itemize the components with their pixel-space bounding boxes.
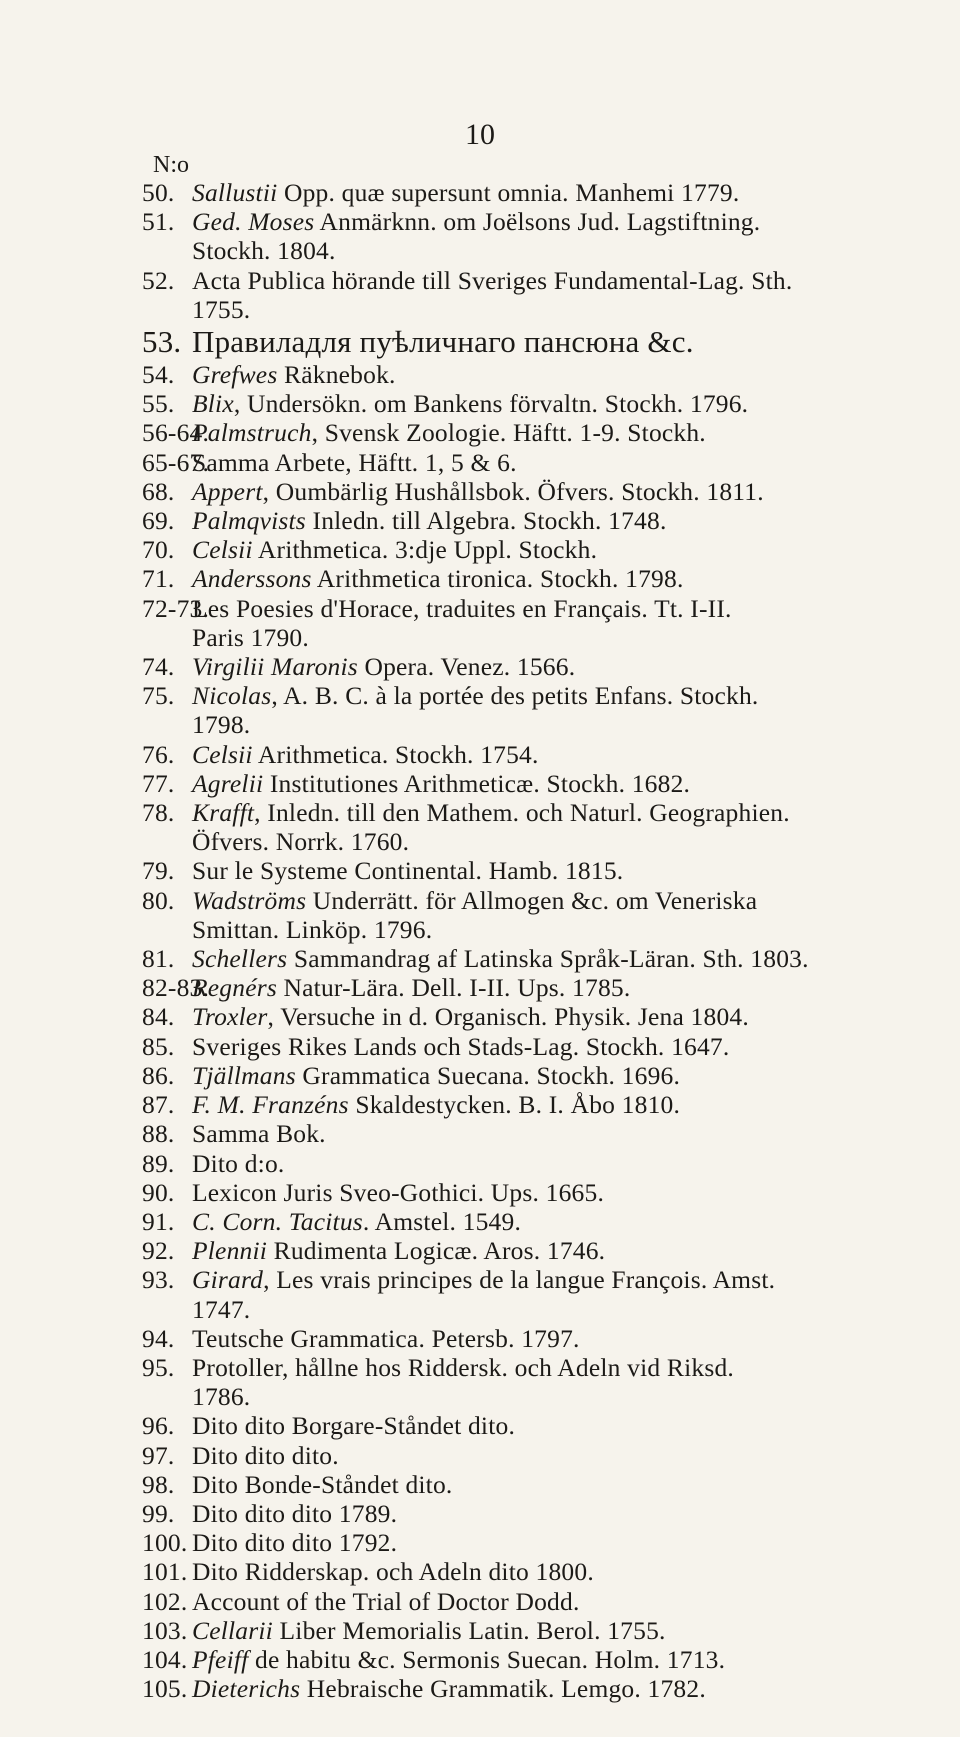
entry-author: Appert: [192, 476, 263, 506]
catalogue-entry: [142, 266, 942, 324]
entry-title: Natur-Lära. Dell. I-II. Ups. 1785.: [276, 973, 631, 1003]
catalogue-entry: [142, 1353, 942, 1411]
entry-number: 97.: [142, 1440, 175, 1470]
entry-title: Opera. Venez. 1566.: [357, 652, 576, 682]
entry-author: Dieterichs: [192, 1674, 301, 1704]
entry-title: Правиладля пуѣличнаго пансюна &c.: [192, 324, 694, 360]
page-number: 10: [465, 118, 495, 151]
entry-author: Nicolas: [192, 681, 272, 711]
entry-author: Grefwes: [192, 360, 278, 390]
catalogue-entry: [142, 178, 942, 207]
entry-title: Les Poesies d'Horace, traduites en Français. Tt. I-II.: [192, 593, 732, 623]
entry-title: Arithmetica. 3:dje Uppl. Stockh.: [252, 535, 598, 565]
catalogue-entry: [142, 1265, 942, 1323]
entry-number: 87.: [142, 1090, 175, 1120]
entry-author: Sallustii: [192, 178, 278, 207]
entry-continuation: Öfvers. Norrk. 1760.: [192, 827, 410, 857]
entry-author: Wadströms: [192, 885, 307, 915]
entry-title: , Undersökn. om Bankens förvaltn. Stockh. 1796.: [233, 389, 749, 419]
catalogue-entry: [142, 1236, 942, 1265]
entry-continuation: 1798.: [192, 710, 251, 740]
catalogue-entry: [142, 798, 942, 856]
entry-title: Sammandrag af Latinska Språk-Läran. Sth. 1803.: [287, 944, 809, 974]
entry-author: Palmqvists: [192, 506, 306, 536]
catalogue-entry: [142, 1061, 942, 1090]
catalogue-entry: [142, 1470, 942, 1499]
entry-number: 94.: [142, 1323, 175, 1353]
catalogue-entry: [142, 1499, 942, 1528]
entry-title: , Oumbärlig Hushållsbok. Öfvers. Stockh. 1811.: [262, 476, 764, 506]
entry-number: 90.: [142, 1177, 175, 1207]
entry-number: 68.: [142, 476, 175, 506]
entry-number: 75.: [142, 681, 175, 711]
entry-number: 102.: [142, 1586, 188, 1616]
entry-continuation: 1786.: [192, 1382, 251, 1412]
catalogue-entry: [142, 1557, 942, 1586]
entry-number: 104.: [142, 1644, 188, 1674]
entry-title: Dito dito dito 1789.: [192, 1498, 398, 1528]
entry-number: 70.: [142, 535, 175, 565]
entry-number: 71.: [142, 564, 175, 594]
entry-number: 79.: [142, 856, 175, 886]
entry-number: 95.: [142, 1352, 175, 1382]
catalogue-entry: [142, 886, 942, 944]
entry-title: Rudimenta Logicæ. Aros. 1746.: [267, 1236, 606, 1266]
catalogue-entry: [142, 506, 942, 535]
entry-number: 54.: [142, 360, 175, 390]
entry-number: 96.: [142, 1411, 175, 1441]
entry-title: , Inledn. till den Mathem. och Naturl. Geographien.: [254, 798, 790, 828]
catalogue-entry: [142, 740, 942, 769]
entry-number: 85.: [142, 1031, 175, 1061]
entry-title: , A. B. C. à la portée des petits Enfans. Stockh.: [271, 681, 759, 711]
entry-number: 84.: [142, 1002, 175, 1032]
entry-title: Inledn. till Algebra. Stockh. 1748.: [305, 506, 667, 536]
entry-number: 52.: [142, 265, 175, 295]
entry-title: Räknebok.: [277, 360, 396, 390]
catalogue-entry: [142, 1616, 942, 1645]
entry-title: Dito dito dito.: [192, 1440, 339, 1470]
entry-title: Dito Bonde-Ståndet dito.: [192, 1469, 453, 1499]
entry-title: Anmärknn. om Joëlsons Jud. Lagstiftning.: [314, 207, 761, 237]
catalogue-entry: [142, 418, 942, 447]
entry-number: 78.: [142, 798, 175, 828]
entry-title: Opp. quæ supersunt omnia. Manhemi 1779.: [277, 178, 740, 207]
entry-title: . Amstel. 1549.: [362, 1206, 522, 1236]
entry-number: 51.: [142, 207, 175, 237]
entry-number: 101.: [142, 1557, 188, 1587]
catalogue-entry: [142, 1324, 942, 1353]
entry-title: Dito dito Borgare-Ståndet dito.: [192, 1411, 516, 1441]
entry-author: Girard: [192, 1265, 264, 1295]
entry-number: 50.: [142, 178, 175, 207]
catalogue-entry: [142, 1002, 942, 1031]
entry-number: 56-64.: [142, 418, 210, 448]
catalogue-entry: [142, 1090, 942, 1119]
entry-number: 103.: [142, 1615, 188, 1645]
entry-continuation: Stockh. 1804.: [192, 236, 336, 266]
entry-number: 55.: [142, 389, 175, 419]
catalogue-entry: [142, 1178, 942, 1207]
entry-number: 89.: [142, 1148, 175, 1178]
catalogue-entry: [142, 360, 942, 389]
entry-continuation: 1755.: [192, 294, 251, 324]
entry-author: Ged. Moses: [192, 207, 315, 237]
entry-title: Acta Publica hörande till Sveriges Fundamental-Lag. Sth.: [192, 265, 793, 295]
entry-title: , Versuche in d. Organisch. Physik. Jena 1804.: [267, 1002, 749, 1032]
catalogue-entry: [142, 1032, 942, 1061]
entry-title: Samma Arbete, Häftt. 1, 5 & 6.: [192, 447, 517, 477]
catalogue-entry: [142, 1149, 942, 1178]
entry-author: Krafft: [192, 798, 255, 828]
entry-author: Celsii: [192, 535, 253, 565]
entry-continuation: 1747.: [192, 1294, 251, 1324]
catalogue-entry: [142, 1441, 942, 1470]
entry-author: Celsii: [192, 739, 253, 769]
catalogue-entry: [142, 477, 942, 506]
catalogue-entry: [142, 448, 942, 477]
entry-title: , Svensk Zoologie. Häftt. 1-9. Stockh.: [311, 418, 706, 448]
entry-author: Cellarii: [192, 1615, 273, 1645]
entry-author: Blix: [192, 389, 234, 419]
catalogue-entry: [142, 594, 942, 652]
entry-number: 92.: [142, 1236, 175, 1266]
catalogue-entry: [142, 389, 942, 418]
entry-author: Anderssons: [192, 564, 312, 594]
entry-title: , Les vrais principes de la langue François. Amst.: [263, 1265, 776, 1295]
entry-title: Hebraische Grammatik. Lemgo. 1782.: [300, 1674, 706, 1704]
entry-title: Sur le Systeme Continental. Hamb. 1815.: [192, 856, 624, 886]
entry-continuation: Paris 1790.: [192, 622, 309, 652]
entry-title: Grammatica Suecana. Stockh. 1696.: [295, 1060, 681, 1090]
column-header: N:o: [153, 152, 189, 178]
entry-number: 99.: [142, 1498, 175, 1528]
catalogue-entry: [142, 973, 942, 1002]
entry-title: Teutsche Grammatica. Petersb. 1797.: [192, 1323, 580, 1353]
entry-title: Lexicon Juris Sveo-Gothici. Ups. 1665.: [192, 1177, 605, 1207]
catalogue-entry: [142, 1587, 942, 1616]
entry-title: Dito Ridderskap. och Adeln dito 1800.: [192, 1557, 594, 1587]
catalogue-entry: [142, 681, 942, 739]
entry-number: 65-67.: [142, 447, 210, 477]
catalogue-entry: [142, 564, 942, 593]
entry-author: Regnérs: [192, 973, 277, 1003]
catalogue-entry: [142, 1645, 942, 1674]
entry-author: F. M. Franzéns: [192, 1090, 349, 1120]
catalogue-list: [142, 178, 942, 1703]
entry-number: 105.: [142, 1674, 188, 1704]
catalogue-entry: [142, 769, 942, 798]
entry-author: C. Corn. Tacitus: [192, 1206, 363, 1236]
entry-number: 72-73.: [142, 593, 210, 623]
entry-author: Pfeiff: [192, 1644, 249, 1674]
catalogue-entry: [142, 1528, 942, 1557]
catalogue-entry: [142, 207, 942, 265]
entry-title: de habitu &c. Sermonis Suecan. Holm. 1713.: [248, 1644, 726, 1674]
entry-author: Plennii: [192, 1236, 268, 1266]
entry-title: Account of the Trial of Doctor Dodd.: [192, 1586, 580, 1616]
entry-title: Arithmetica tironica. Stockh. 1798.: [311, 564, 684, 594]
entry-title: Institutiones Arithmeticæ. Stockh. 1682.: [263, 768, 691, 798]
entry-title: Dito dito dito 1792.: [192, 1528, 398, 1558]
catalogue-entry: [142, 944, 942, 973]
entry-number: 80.: [142, 885, 175, 915]
entry-number: 82-83.: [142, 973, 210, 1003]
entry-number: 81.: [142, 944, 175, 974]
entry-title: Liber Memorialis Latin. Berol. 1755.: [272, 1615, 666, 1645]
entry-number: 77.: [142, 768, 175, 798]
catalogue-entry: [142, 535, 942, 564]
entry-number: 69.: [142, 506, 175, 536]
entry-title: Skaldestycken. B. I. Åbo 1810.: [348, 1090, 681, 1120]
entry-number: 76.: [142, 739, 175, 769]
entry-number: 86.: [142, 1060, 175, 1090]
catalogue-entry: [142, 856, 942, 885]
entry-number: 93.: [142, 1265, 175, 1295]
entry-author: Troxler: [192, 1002, 268, 1032]
catalogue-entry: [142, 324, 942, 360]
entry-title: Samma Bok.: [192, 1119, 326, 1149]
entry-title: Sveriges Rikes Lands och Stads-Lag. Stockh. 1647.: [192, 1031, 730, 1061]
entry-number: 88.: [142, 1119, 175, 1149]
entry-title: Arithmetica. Stockh. 1754.: [252, 739, 539, 769]
catalogue-entry: [142, 1411, 942, 1440]
entry-number: 53.: [142, 324, 182, 360]
entry-author: Agrelii: [192, 768, 264, 798]
entry-number: 91.: [142, 1206, 175, 1236]
entry-author: Schellers: [192, 944, 288, 974]
catalogue-entry: [142, 652, 942, 681]
entry-author: Palmstruch: [192, 418, 312, 448]
entry-title: Dito d:o.: [192, 1148, 285, 1178]
entry-number: 74.: [142, 652, 175, 682]
entry-author: Virgilii Maronis: [192, 652, 358, 682]
catalogue-entry: [142, 1207, 942, 1236]
entry-number: 98.: [142, 1469, 175, 1499]
entry-continuation: Smittan. Linköp. 1796.: [192, 914, 433, 944]
catalogue-entry: [142, 1674, 942, 1703]
entry-author: Tjällmans: [192, 1060, 296, 1090]
catalogue-entry: [142, 1119, 942, 1148]
entry-number: 100.: [142, 1528, 188, 1558]
entry-title: Protoller, hållne hos Riddersk. och Adeln vid Riksd.: [192, 1352, 735, 1382]
entry-title: Underrätt. för Allmogen &c. om Veneriska: [306, 885, 758, 915]
